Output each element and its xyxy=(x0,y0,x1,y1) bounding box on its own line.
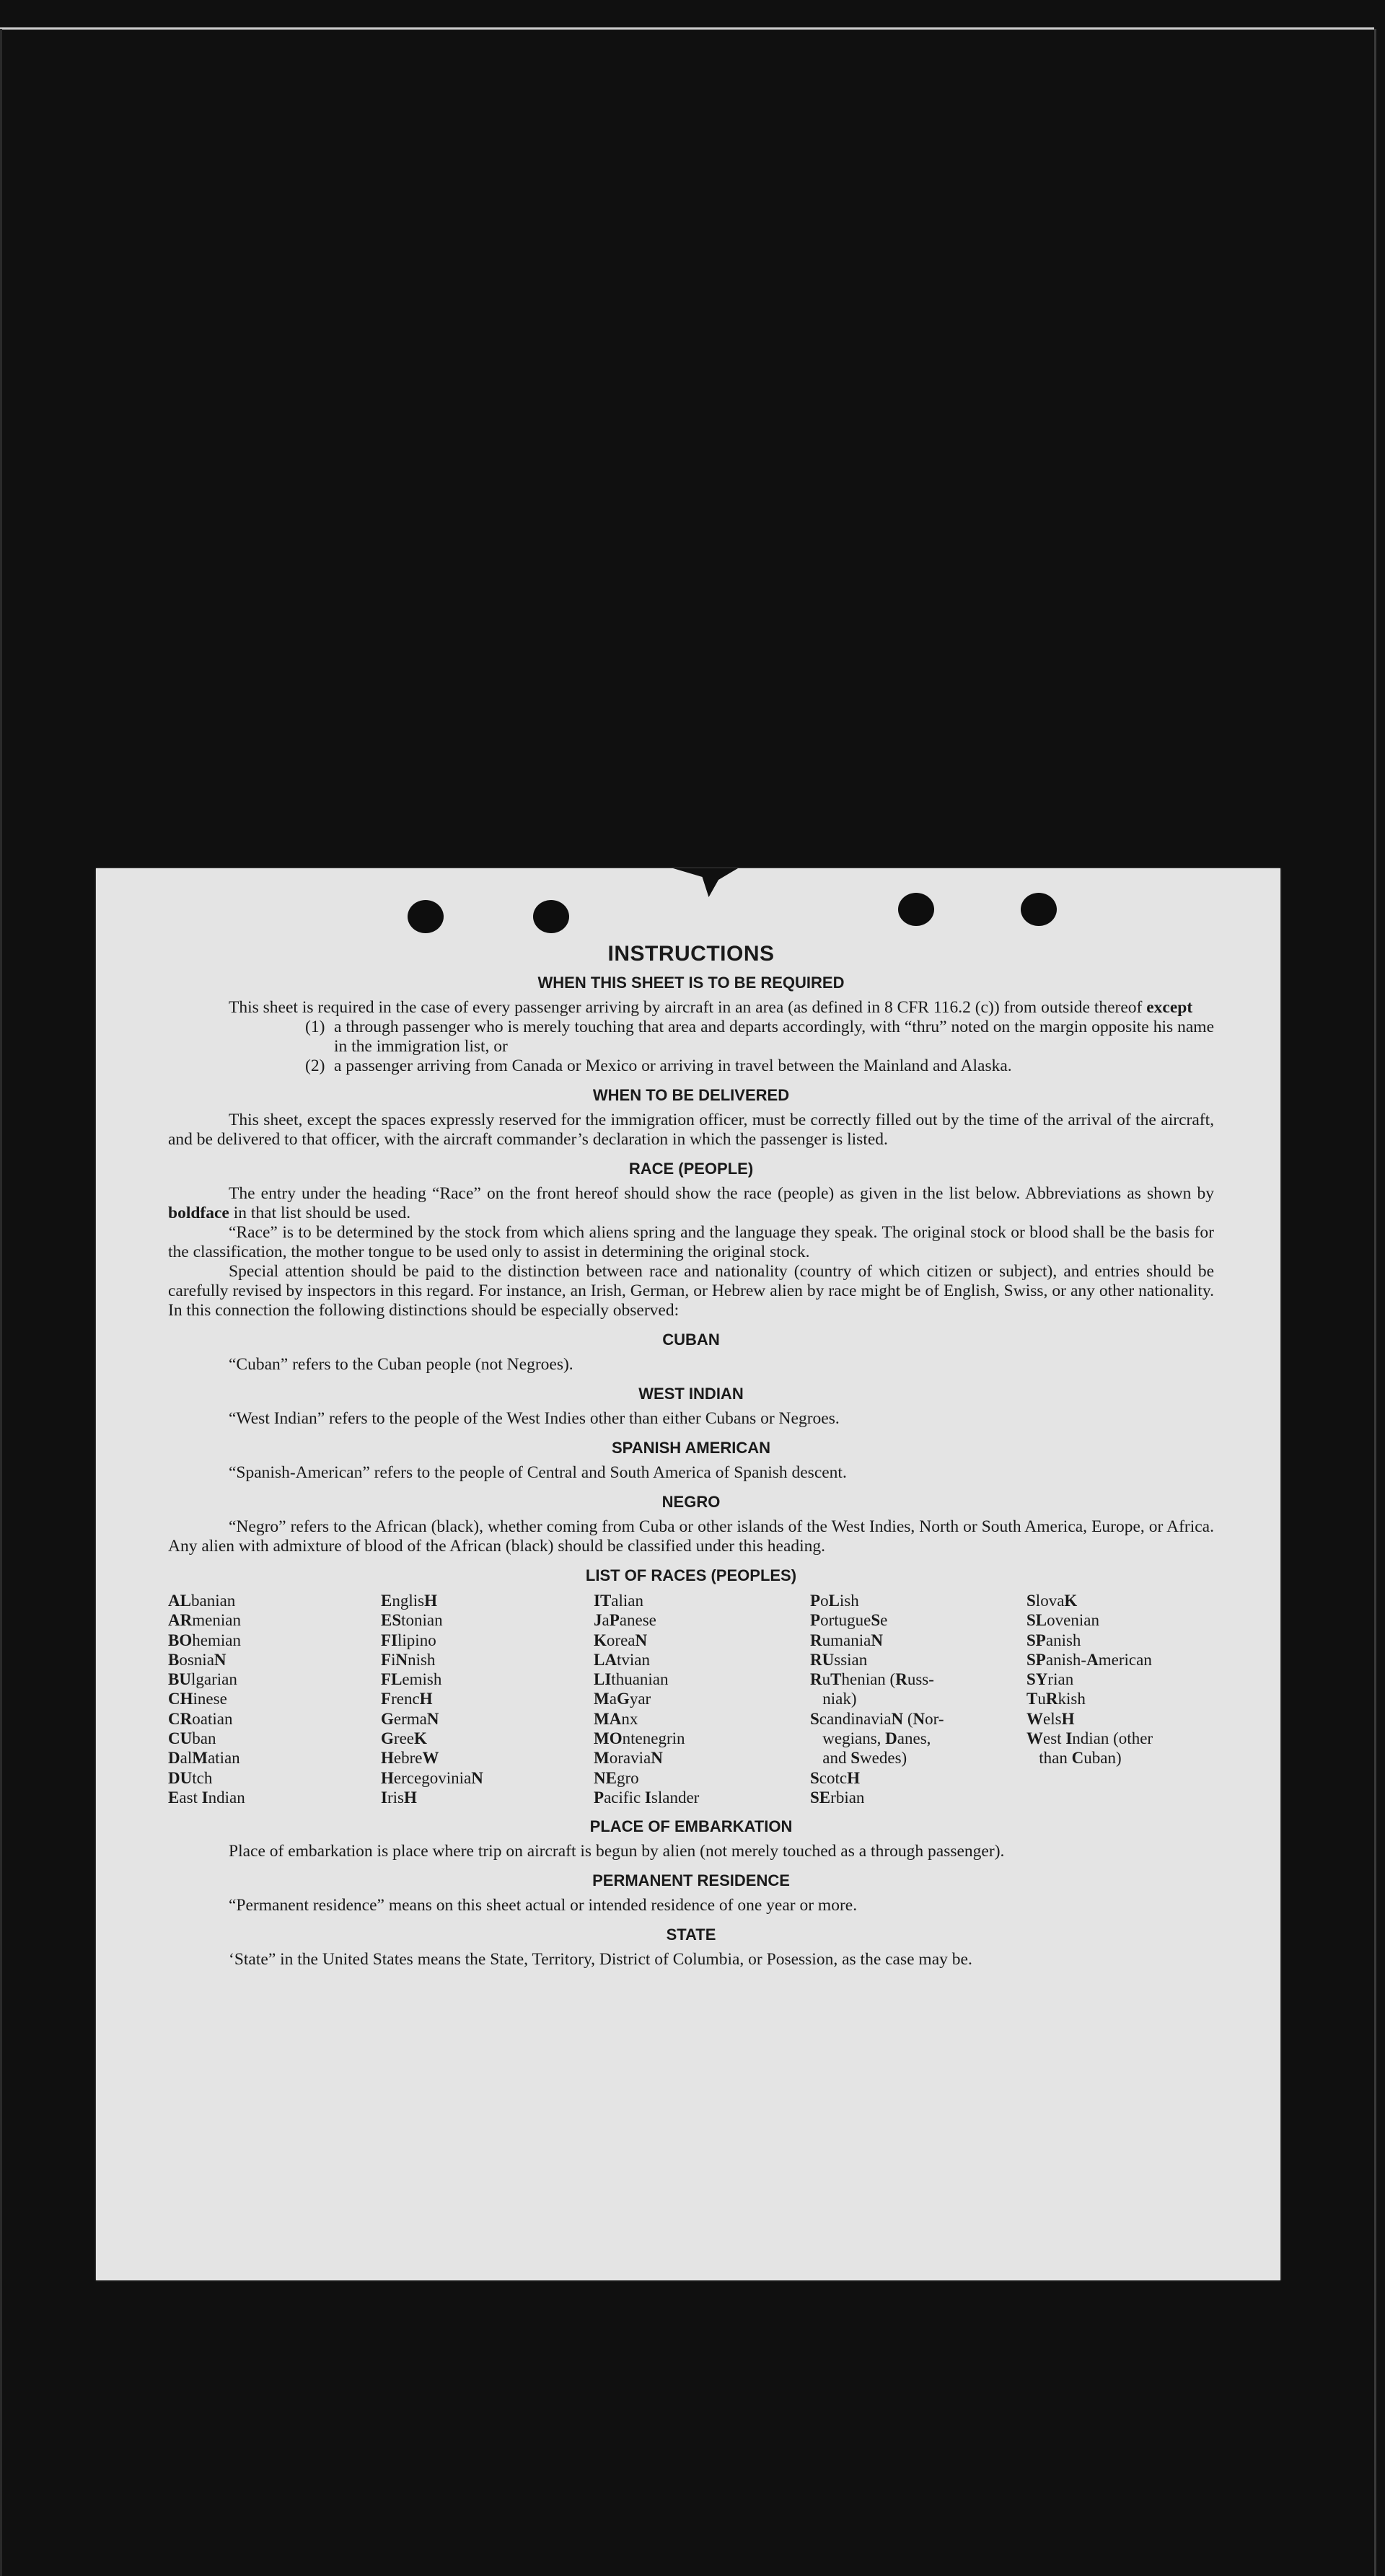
race-entry: WelsH xyxy=(1026,1709,1075,1728)
section-paragraph: “Permanent residence” means on this sheet actual or intended residence of one year or more. xyxy=(229,1896,858,1915)
punch-hole xyxy=(408,900,444,933)
section-paragraph: “West Indian” refers to the people of the West Indies other than either Cubans or Negroes. xyxy=(229,1409,840,1428)
section-heading-west-indian: WEST INDIAN xyxy=(638,1385,744,1403)
punch-hole xyxy=(1021,893,1057,926)
exception-text: a passenger arriving from Canada or Mexico or arriving in travel between the Mainland and Alaska. xyxy=(334,1057,1012,1075)
section-paragraph: “Spanish-American” refers to the people of Central and South America of Spanish descent. xyxy=(229,1463,847,1482)
race-entry: niak) xyxy=(822,1690,857,1708)
race-intro-text: The entry under the heading “Race” on the front hereof should show the race (people) as given in the list below. Abbreviations as shown by xyxy=(229,1184,1214,1203)
race-entry: and Swedes) xyxy=(822,1749,907,1768)
film-frame-right-edge xyxy=(1374,29,1376,2576)
race-entry: Pacific Islander xyxy=(594,1788,700,1807)
race-entry: EnglisH xyxy=(381,1592,437,1610)
race-entry: GermaN xyxy=(381,1709,439,1728)
race-entry: FLemish xyxy=(381,1670,442,1689)
race-entry: MAnx xyxy=(594,1709,638,1728)
race-intro-text-end: in that list should be used. xyxy=(233,1204,411,1222)
race-entry: MOntenegrin xyxy=(594,1729,685,1748)
race-entry: RUssian xyxy=(810,1650,868,1669)
instructions-content xyxy=(168,942,1214,1970)
required-intro-text: This sheet is required in the case of every passenger arriving by aircraft in an area (as defined in 8 CFR 116.2 (c)) from outside thereof xyxy=(229,998,1143,1017)
race-entry: GreeK xyxy=(381,1729,427,1748)
race-entry: West Indian (other xyxy=(1026,1729,1153,1748)
race-entry: SlovaK xyxy=(1026,1592,1078,1610)
section-heading-place-of-embarkation: PLACE OF EMBARKATION xyxy=(589,1817,793,1836)
race-entry: RuThenian (Russ- xyxy=(810,1670,934,1689)
punch-hole xyxy=(898,893,934,926)
section-paragraph: Place of embarkation is place where trip on aircraft is begun by alien (not merely touched as a through passenger). xyxy=(229,1842,1005,1861)
race-entry: CRoatian xyxy=(168,1709,233,1728)
race-entry: NEgro xyxy=(594,1768,639,1787)
section-paragraph: “Negro” refers to the African (black), whether coming from Cuba or other islands of the West Indies, North or South America, Europe, or Africa. Any alien with admixture of blood of the African (black) should be classified under this heading. xyxy=(168,1517,1214,1556)
races-column xyxy=(1026,1591,1214,1807)
races-column xyxy=(381,1591,594,1807)
race-entry: MaGyar xyxy=(594,1690,651,1708)
section-heading-negro: NEGRO xyxy=(661,1493,721,1511)
section-heading-spanish-american: SPANISH AMERICAN xyxy=(611,1439,770,1457)
race-entry: RumaniaN xyxy=(810,1631,883,1649)
race-entry: HercegoviniaN xyxy=(381,1768,483,1787)
section-heading-race: RACE (PEOPLE) xyxy=(628,1160,754,1178)
race-intro-bold: boldface xyxy=(168,1204,229,1222)
section-paragraph: “Cuban” refers to the Cuban people (not Negroes). xyxy=(229,1355,573,1374)
race-entry: PoLish xyxy=(810,1592,859,1610)
section-heading-state: STATE xyxy=(666,1926,716,1944)
race-entry: BUlgarian xyxy=(168,1670,237,1689)
section-heading-when-required: WHEN THIS SHEET IS TO BE REQUIRED xyxy=(537,974,845,992)
section-paragraph xyxy=(168,998,1214,1018)
race-entry: CHinese xyxy=(168,1690,227,1708)
race-entry: PortugueSe xyxy=(810,1611,888,1630)
races-column xyxy=(594,1591,810,1807)
race-entry: East Indian xyxy=(168,1788,245,1807)
required-intro-bold: except xyxy=(1146,998,1193,1017)
race-entry: ALbanian xyxy=(168,1592,236,1610)
section-paragraph: This sheet, except the spaces expressly reserved for the immigration officer, must be correctly filled out by the time of the arrival of the aircraft, and be delivered to that officer, with the aircraft commander’s declaration in which the passenger is listed. xyxy=(168,1111,1214,1149)
race-entry: LAtvian xyxy=(594,1650,650,1669)
exception-item xyxy=(305,1057,1214,1076)
race-entry: FiNnish xyxy=(381,1650,436,1669)
exception-number: (2) xyxy=(305,1057,325,1075)
race-entry: TuRkish xyxy=(1026,1690,1086,1708)
exception-text: a through passenger who is merely touching that area and departs accordingly, with “thru” noted on the margin opposite his name in the immigration list, or xyxy=(334,1018,1214,1056)
document-sheet xyxy=(96,868,1280,2280)
film-frame-left-edge xyxy=(0,29,2,2576)
race-entry: BosniaN xyxy=(168,1650,227,1669)
paper-tear xyxy=(673,868,738,897)
race-entry: DalMatian xyxy=(168,1749,240,1768)
race-entry: ScandinaviaN (Nor- xyxy=(810,1709,944,1728)
race-entry: BOhemian xyxy=(168,1631,241,1649)
races-column xyxy=(810,1591,1026,1807)
section-paragraph: ‘State” in the United States means the State, Territory, District of Columbia, or Posession, as the case may be. xyxy=(229,1950,972,1970)
race-entry: FrencH xyxy=(381,1690,433,1708)
race-entry: ITalian xyxy=(594,1592,644,1610)
section-paragraph xyxy=(168,1184,1214,1223)
section-paragraph: Special attention should be paid to the distinction between race and nationality (country of which citizen or subject), and entries should be carefully revised by inspectors in this regard. For instance, an Irish, German, or Hebrew alien by race might be of English, Swiss, or any other nationality. In this connection the following distinctions should be especially observed: xyxy=(168,1262,1214,1320)
race-entry: ScotcH xyxy=(810,1768,861,1787)
race-entry: SPanish xyxy=(1026,1631,1081,1649)
race-entry: FIlipino xyxy=(381,1631,436,1649)
race-entry: JaPanese xyxy=(594,1611,656,1630)
section-heading-cuban: CUBAN xyxy=(662,1331,720,1349)
race-entry: SLovenian xyxy=(1026,1611,1099,1630)
races-column xyxy=(168,1591,381,1807)
race-entry: LIthuanian xyxy=(594,1670,669,1689)
race-entry: SYrian xyxy=(1026,1670,1074,1689)
race-entry: KoreaN xyxy=(594,1631,648,1649)
race-entry: SPanish-American xyxy=(1026,1650,1152,1669)
film-frame-top-line xyxy=(0,27,1374,30)
race-entry: EStonian xyxy=(381,1611,443,1630)
race-entry: DUtch xyxy=(168,1768,213,1787)
race-entry: HebreW xyxy=(381,1749,439,1768)
page-title: INSTRUCTIONS xyxy=(607,942,775,966)
race-entry: wegians, Danes, xyxy=(822,1729,931,1748)
exception-item xyxy=(305,1018,1214,1057)
race-entry: IrisH xyxy=(381,1788,417,1807)
race-entry: SErbian xyxy=(810,1788,865,1807)
races-list xyxy=(168,1591,1214,1807)
race-entry: than Cuban) xyxy=(1039,1749,1122,1768)
exception-number: (1) xyxy=(305,1018,325,1036)
section-heading-when-delivered: WHEN TO BE DELIVERED xyxy=(592,1086,790,1104)
race-entry: CUban xyxy=(168,1729,216,1748)
section-heading-list-of-races: LIST OF RACES (PEOPLES) xyxy=(585,1566,797,1584)
punch-hole xyxy=(533,900,569,933)
race-entry: ARmenian xyxy=(168,1611,241,1630)
section-paragraph: “Race” is to be determined by the stock from which aliens spring and the language they speak. The original stock or blood shall be the basis for the classification, the mother tongue to be used only to assist in determining the original stock. xyxy=(168,1223,1214,1261)
race-entry: MoraviaN xyxy=(594,1749,663,1768)
section-heading-permanent-residence: PERMANENT RESIDENCE xyxy=(592,1871,790,1890)
